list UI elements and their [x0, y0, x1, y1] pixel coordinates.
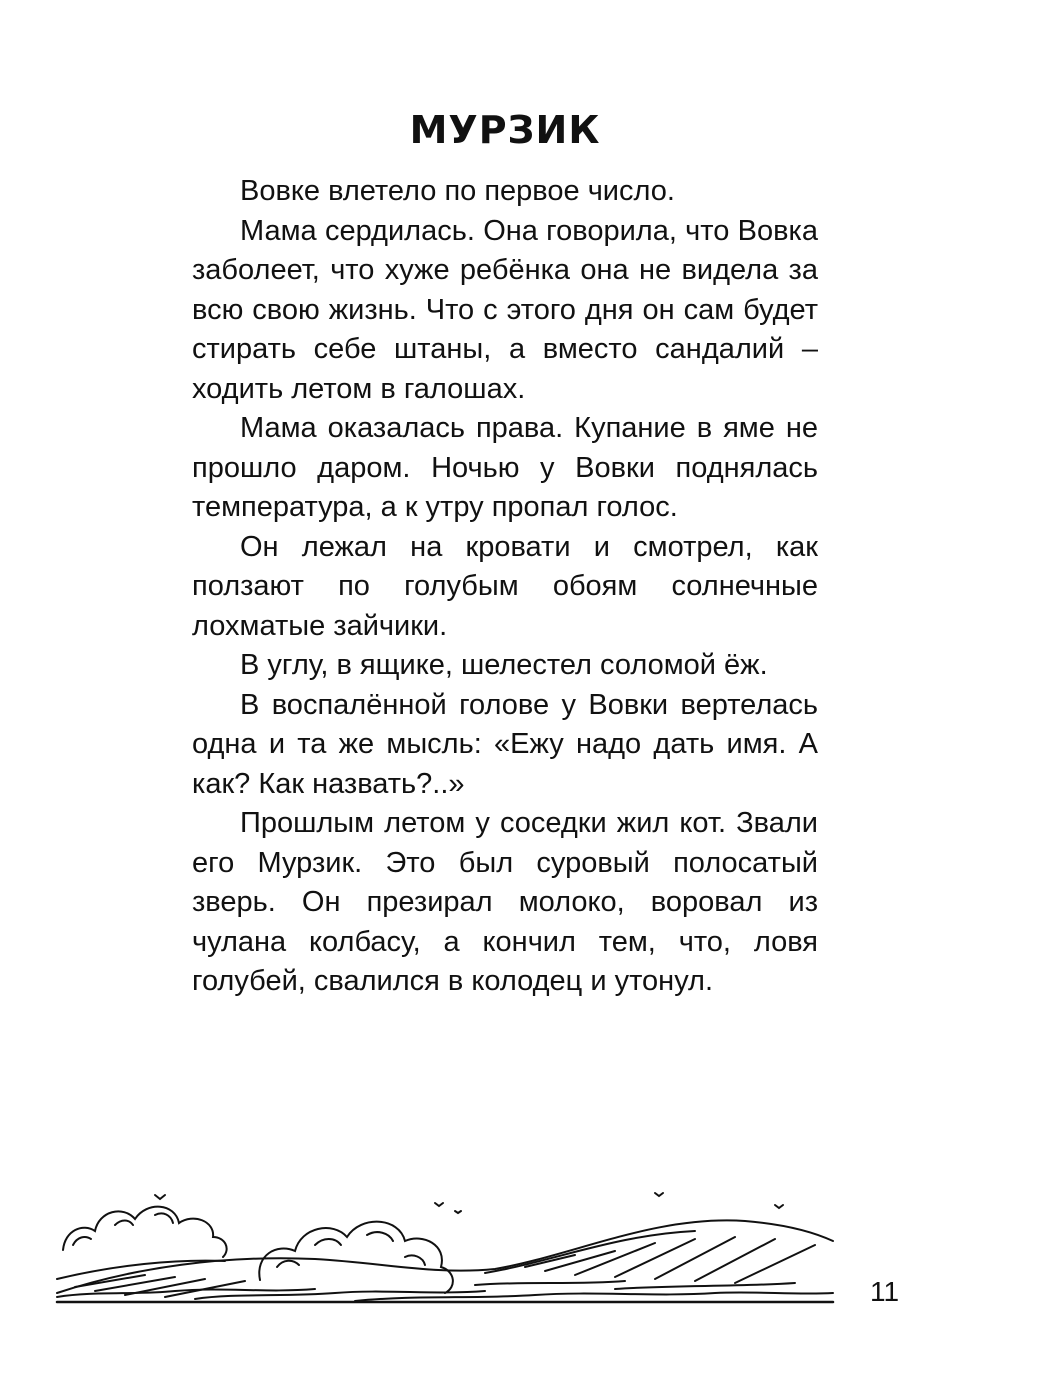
page-number: 11	[870, 1276, 900, 1307]
paragraph: В углу, в ящике, шелестел соломой ёж.	[240, 649, 768, 681]
body-text	[192, 172, 818, 1002]
paragraph: Прошлым летом у соседки жил кот. Звали его Мурзик. Это был суровый полосатый зверь. Он презирал молоко, воровал из чулана колбасу, а кончил тем, что, ловя голубей, свалился в колодец и утонул.	[192, 807, 818, 997]
paragraph: Он лежал на кровати и смотрел, как ползают по голубым обоям солнечные лохматые зайчики.	[192, 530, 818, 642]
landscape-illustration	[55, 1175, 835, 1310]
paragraph: Мама сердилась. Она говорила, что Вовка заболеет, что хуже ребёнка она не видела за всю свою жизнь. Что с этого дня он сам будет стирать себе штаны, а вместо сандалий – ходить летом в галошах.	[192, 214, 818, 405]
chapter-title: МУРЗИК	[409, 108, 601, 152]
paragraph: Мама оказалась права. Купание в яме не прошло даром. Ночью у Вовки поднялась температура, а к утру пропал голос.	[192, 412, 818, 523]
paragraph: В воспалённой голове у Вовки вертелась одна и та же мысль: «Ежу надо дать имя. А как? Как назвать?..»	[192, 688, 818, 800]
paragraph: Вовке влетело по первое число.	[240, 175, 675, 207]
